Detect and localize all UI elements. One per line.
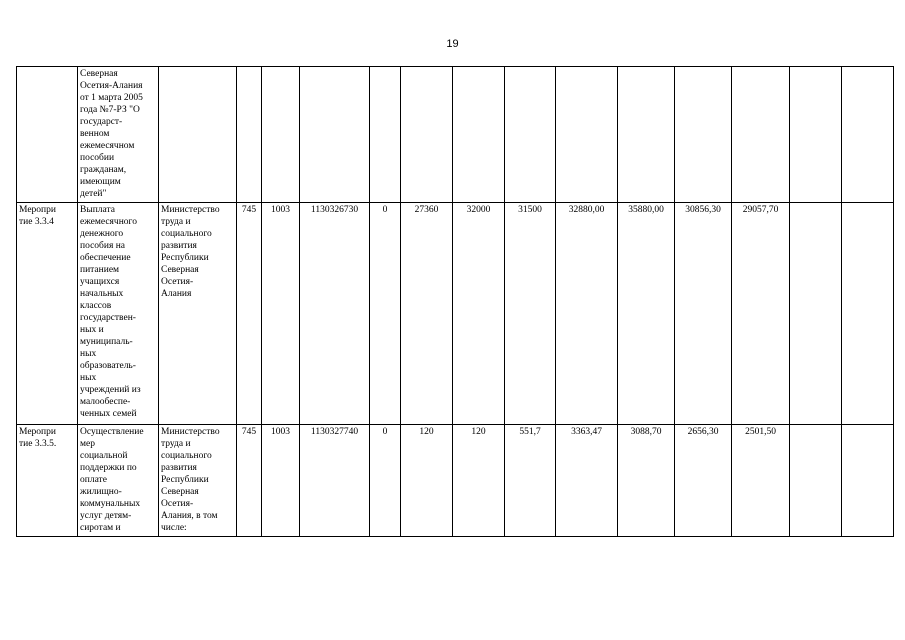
budget-table bbox=[16, 66, 894, 537]
table-cell: 745 bbox=[237, 425, 262, 537]
table-cell: Осуществление мер социальной поддержки по оплате жилищно- коммунальных услуг детям- сиротам и bbox=[78, 425, 159, 537]
table-cell bbox=[732, 67, 790, 203]
table-row bbox=[17, 425, 894, 537]
table-cell: 31500 bbox=[505, 203, 556, 425]
table-cell bbox=[790, 203, 842, 425]
table-cell: 1130327740 bbox=[300, 425, 370, 537]
table-cell: 3088,70 bbox=[618, 425, 675, 537]
table-cell: 2501,50 bbox=[732, 425, 790, 537]
table-cell: 745 bbox=[237, 203, 262, 425]
table-cell: 0 bbox=[370, 203, 401, 425]
table-cell: 29057,70 bbox=[732, 203, 790, 425]
table-cell bbox=[159, 67, 237, 203]
table-cell bbox=[842, 203, 894, 425]
table-row bbox=[17, 67, 894, 203]
table-cell: 32000 bbox=[453, 203, 505, 425]
table-cell: 35880,00 bbox=[618, 203, 675, 425]
table-cell bbox=[790, 425, 842, 537]
table-cell bbox=[453, 67, 505, 203]
table-cell bbox=[300, 67, 370, 203]
table-cell: 3363,47 bbox=[556, 425, 618, 537]
table-cell bbox=[262, 67, 300, 203]
table-cell: 1003 bbox=[262, 425, 300, 537]
table-cell bbox=[17, 67, 78, 203]
table-cell: 2656,30 bbox=[675, 425, 732, 537]
table-cell bbox=[401, 67, 453, 203]
table-cell: 27360 bbox=[401, 203, 453, 425]
table-cell: 120 bbox=[401, 425, 453, 537]
table-cell: 30856,30 bbox=[675, 203, 732, 425]
table-cell: 1130326730 bbox=[300, 203, 370, 425]
table-cell bbox=[618, 67, 675, 203]
table-cell bbox=[790, 67, 842, 203]
table-cell bbox=[556, 67, 618, 203]
table-cell: 1003 bbox=[262, 203, 300, 425]
table-cell: Министерство труда и социального развития Республики Северная Осетия- Алания bbox=[159, 203, 237, 425]
table-cell: Выплата ежемесячного денежного пособия на обеспечение питанием учащихся начальных классов государствен- ных и муниципаль- ных образователь- ных учреждений из малообеспе- ченных семей bbox=[78, 203, 159, 425]
table-cell bbox=[237, 67, 262, 203]
table-cell bbox=[675, 67, 732, 203]
page-number: 19 bbox=[446, 38, 459, 50]
table-cell: Меропри тие 3.3.4 bbox=[17, 203, 78, 425]
table-cell: 32880,00 bbox=[556, 203, 618, 425]
table-row bbox=[17, 203, 894, 425]
table-cell: 0 bbox=[370, 425, 401, 537]
table-cell: Министерство труда и социального развития Республики Северная Осетия- Алания, в том числе: bbox=[159, 425, 237, 537]
table-cell bbox=[505, 67, 556, 203]
table-cell: 120 bbox=[453, 425, 505, 537]
table-cell bbox=[842, 425, 894, 537]
table-cell: Меропри тие 3.3.5. bbox=[17, 425, 78, 537]
table-cell bbox=[842, 67, 894, 203]
table-cell: Северная Осетия-Алания от 1 марта 2005 года №7-РЗ "О государст- венном ежемесячном пособии гражданам, имеющим детей" bbox=[78, 67, 159, 203]
table-body bbox=[17, 67, 894, 537]
table-cell: 551,7 bbox=[505, 425, 556, 537]
table-cell bbox=[370, 67, 401, 203]
